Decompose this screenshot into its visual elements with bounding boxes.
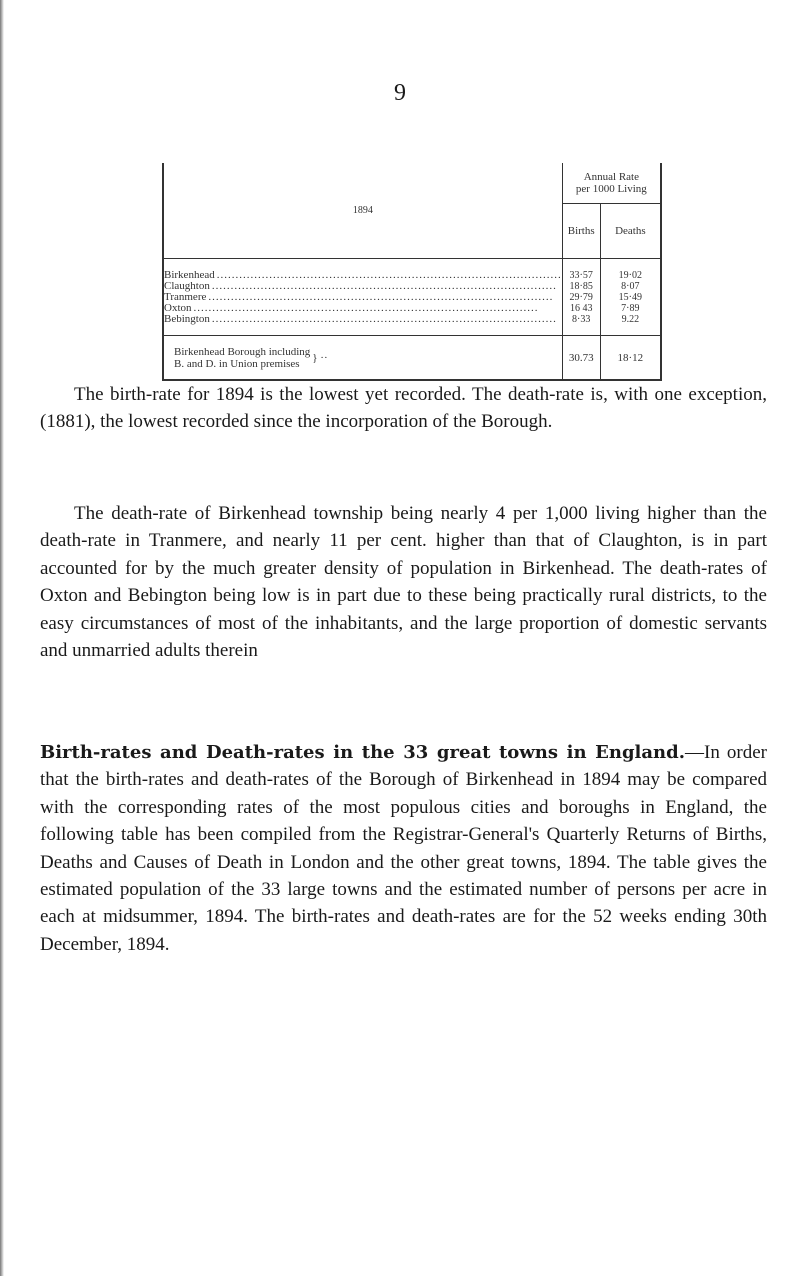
table-row <box>164 292 562 303</box>
paragraph-great-towns <box>40 739 767 958</box>
deaths-value: 9.22 <box>621 313 640 325</box>
deaths-header: Deaths <box>600 204 661 259</box>
borough-label-line2: B. and D. in Union premises <box>174 357 300 370</box>
annual-rate-header-line2: per 1000 Living <box>575 183 647 195</box>
section-body: —In order that the birth-rates and death-rates of the Borough of Birkenhead in 1894 may be compared with the corresponding rates of the most populous cities and boroughs in England, the following table has been compiled from the Registrar-General's Quarterly Returns of Births, Deaths and Causes of Death in London and the other great towns, 1894. The table gives the estimated population of the 33 large towns and the estimated number of persons per acre in each at midsummer, 1894. The birth-rates and death-rates are for the 52 weeks ending 30th December, 1894. <box>40 742 768 955</box>
table-row <box>164 270 562 281</box>
borough-label-line1: Birkenhead Borough including <box>174 345 311 358</box>
births-header: Births <box>562 204 600 259</box>
paragraph-birth-rate-summary: The birth-rate for 1894 is the lowest yet recorded. The death-rate is, with one exception, (1881), the lowest recorded since the incorporation of the Borough. <box>40 384 767 433</box>
births-value: 16 43 <box>569 302 593 314</box>
year-header: 1894 <box>163 163 562 259</box>
place-name: Oxton <box>164 301 192 314</box>
deaths-values-cell <box>600 259 661 336</box>
brace-dots-mark: } ·· <box>312 351 328 364</box>
births-value: 33·57 <box>569 269 593 281</box>
page-binding-edge <box>0 0 4 1276</box>
deaths-value: 7·89 <box>621 302 640 314</box>
place-name: Birkenhead <box>164 268 215 281</box>
table-row <box>164 281 562 292</box>
births-values-cell <box>562 259 600 336</box>
births-value: 29·79 <box>569 291 593 303</box>
borough-total-label-cell <box>163 336 562 381</box>
annual-rate-header <box>562 163 661 204</box>
place-name: Bebington <box>164 312 210 325</box>
deaths-value: 19·02 <box>618 269 643 281</box>
place-name: Tranmere <box>164 290 207 303</box>
place-name: Claughton <box>164 279 210 292</box>
page-number: 9 <box>394 80 406 106</box>
paragraph-death-rate-comparison: The death-rate of Birkenhead township being nearly 4 per 1,000 living higher than the death-rate in Tranmere, and nearly 11 per cent. higher than that of Claughton, is in part accounted for by the much greater density of population in Birkenhead. The death-rates of Oxton and Bebington being low is in part due to these being practically rural districts, to the easy circumstances of most of the inhabitants, and the large proportion of domestic servants and unmarried adults therein <box>40 503 767 662</box>
deaths-value: 15·49 <box>618 291 643 303</box>
birth-death-rate-table <box>162 163 662 381</box>
table-row <box>164 303 562 314</box>
deaths-value: 8·07 <box>621 280 640 292</box>
births-value: 18·85 <box>569 280 593 292</box>
table-row <box>164 314 562 325</box>
section-heading: Birth-rates and Death-rates in the 33 great towns in England. <box>40 742 685 763</box>
annual-rate-header-line1: Annual Rate <box>583 171 639 183</box>
place-names-cell <box>163 259 562 336</box>
borough-births-value: 30.73 <box>562 336 600 381</box>
borough-deaths-value: 18·12 <box>600 336 661 381</box>
births-value: 8·33 <box>572 313 591 325</box>
